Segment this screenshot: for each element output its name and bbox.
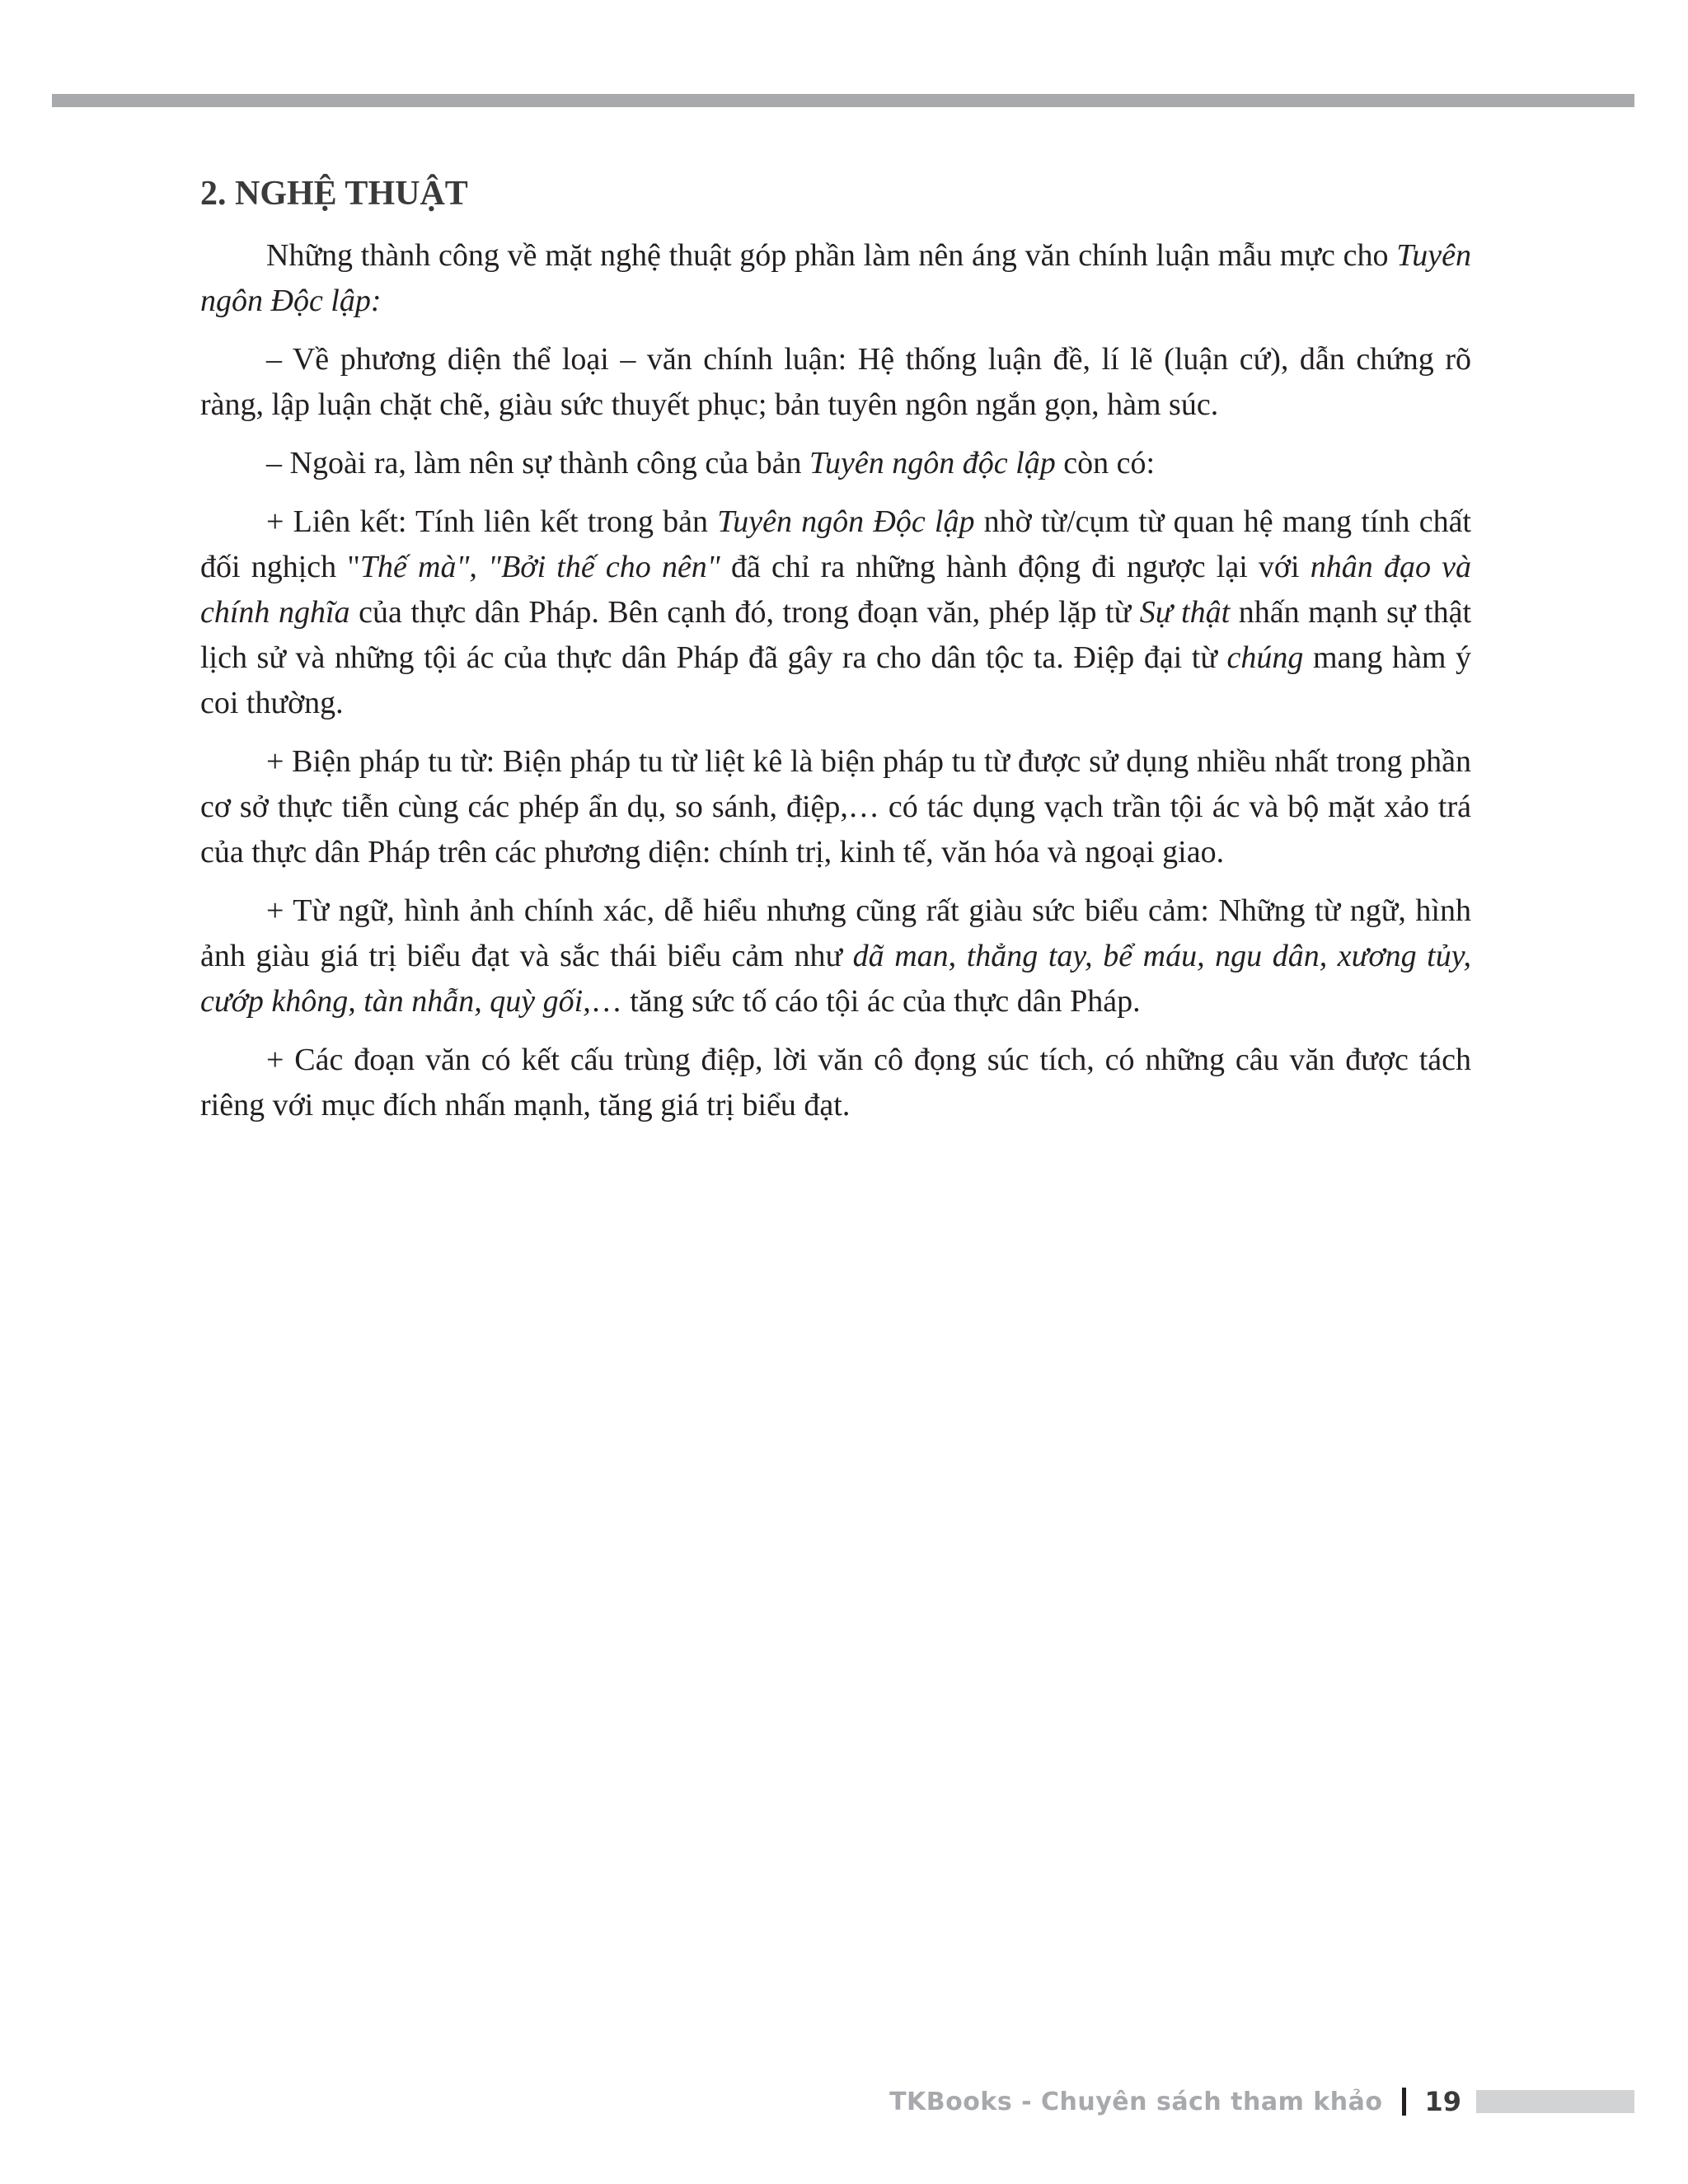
text-run: mang hàm ý coi thường.: [200, 640, 1471, 720]
footer-publisher: TKBooks - Chuyên sách tham khảo: [889, 2087, 1383, 2116]
italic-text: dã man, thẳng tay, bể máu, ngu dân, xương tủy, cướp không, tàn nhẫn, quỳ gối,: [200, 939, 1471, 1019]
header-rule: [52, 94, 1634, 107]
page-footer: [889, 2083, 1634, 2120]
text-run: nhờ từ/cụm từ quan hệ mang tính chất đối nghịch ": [200, 504, 1471, 584]
paragraph: [200, 499, 1471, 726]
body-text: [200, 233, 1471, 1128]
text-run: + Liên kết: Tính liên kết trong bản: [266, 504, 718, 539]
text-run: nhấn mạnh sự thật lịch sử và những tội ác của thực dân Pháp đã gây ra cho dân tộc ta. Điệp đại từ: [200, 595, 1472, 675]
paragraph: [200, 1038, 1471, 1128]
text-run: của thực dân Pháp. Bên cạnh đó, trong đoạn văn, phép lặp từ: [349, 595, 1140, 630]
text-run: còn có:: [1055, 446, 1156, 480]
text-run: đã chỉ ra những hành động đi ngược lại với: [720, 550, 1311, 584]
italic-text: Sự thật: [1139, 595, 1231, 630]
paragraph: [200, 888, 1471, 1024]
section-heading: 2. NGHỆ THUẬT: [200, 175, 468, 213]
italic-text: nhân đạo và chính nghĩa: [200, 550, 1471, 630]
text-run: + Từ ngữ, hình ảnh chính xác, dễ hiểu nhưng cũng rất giàu sức biểu cảm: Những từ ngữ, hình ảnh giàu giá trị biểu đạt và sắc thái biểu cảm như: [200, 893, 1471, 973]
text-run: + Biện pháp tu từ: Biện pháp tu từ liệt kê là biện pháp tu từ được sử dụng nhiều nhất trong phần cơ sở thực tiễn cùng các phép ẩn dụ, so sánh, điệp,… có tác dụng vạch trần tội ác và bộ mặt xảo trá của thực dân Pháp trên các phương diện: chính trị, kinh tế, văn hóa và ngoại giao.: [200, 744, 1471, 869]
italic-text: Tuyên ngôn Độc lập: [717, 504, 975, 539]
text-run: – Ngoài ra, làm nên sự thành công của bản: [266, 446, 810, 480]
text-run: – Về phương diện thể loại – văn chính luận: Hệ thống luận đề, lí lẽ (luận cứ), dẫn chứng rõ ràng, lập luận chặt chẽ, giàu sức thuyết phục; bản tuyên ngôn ngắn gọn, hàm súc.: [200, 342, 1471, 422]
italic-text: Tuyên ngôn độc lập: [809, 446, 1056, 480]
footer-bar: [1476, 2090, 1634, 2113]
italic-text: Tuyên ngôn Độc lập:: [200, 238, 1471, 318]
text-run: Những thành công về mặt nghệ thuật góp phần làm nên áng văn chính luận mẫu mực cho: [266, 238, 1397, 273]
italic-text: chúng: [1226, 640, 1304, 675]
page-body: [200, 169, 1471, 1141]
footer-separator: [1402, 2088, 1406, 2116]
text-run: … tăng sức tố cáo tội ác của thực dân Pháp.: [590, 984, 1141, 1019]
italic-text: Thế mà", "Bởi thế cho nên": [359, 550, 720, 584]
page-number: 19: [1424, 2086, 1461, 2117]
text-run: + Các đoạn văn có kết cấu trùng điệp, lời văn cô đọng súc tích, có những câu văn được tách riêng với mục đích nhấn mạnh, tăng giá trị biểu đạt.: [200, 1043, 1471, 1122]
paragraph: [200, 739, 1471, 875]
paragraph: [200, 233, 1471, 324]
paragraph: [200, 441, 1471, 486]
paragraph: [200, 337, 1471, 428]
